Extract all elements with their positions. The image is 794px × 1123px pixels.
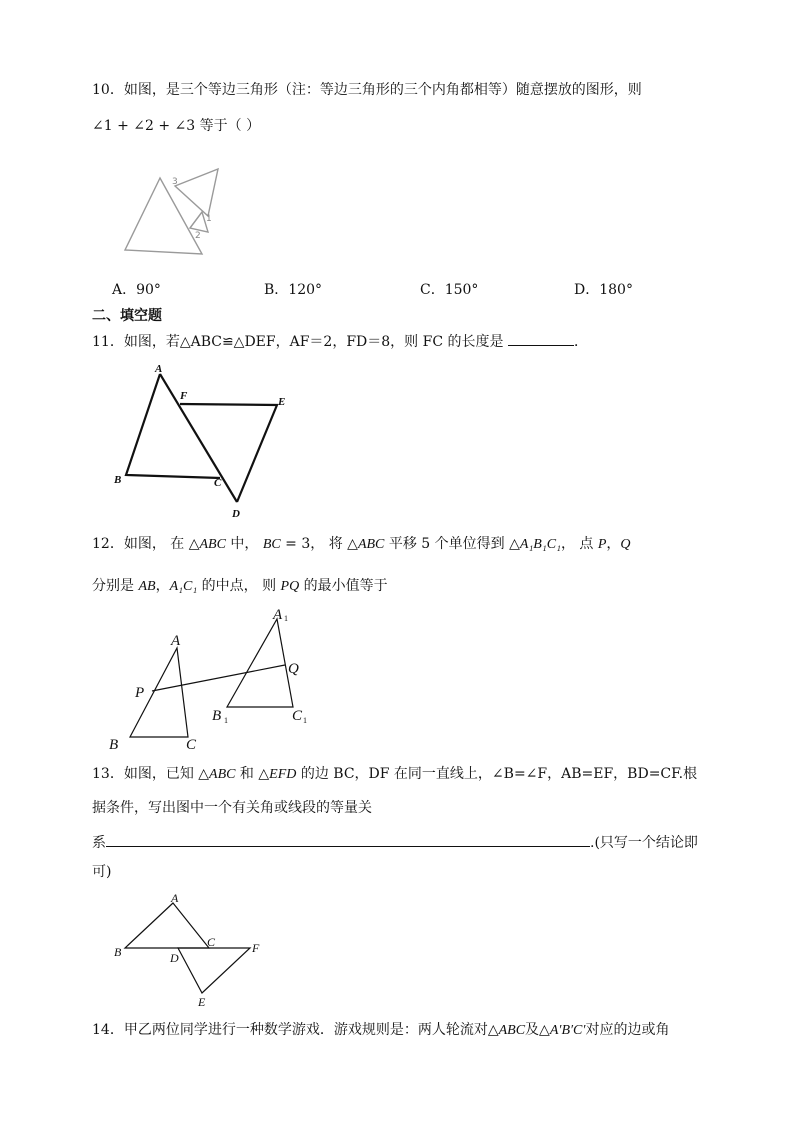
q10-label-3: 3 [172,177,178,187]
q12-label-p: P [135,685,145,701]
q13-label-b: B [114,945,122,959]
q13-label-d: D [170,951,179,965]
q12-t4: 平移 5 个单位得到 △ [384,536,520,552]
q13-efd: EFD [269,767,297,782]
q11-label-e: E [278,396,286,408]
q14-t1: 14．甲乙两位同学进行一种数学游戏．游戏规则是：两人轮流对△ [92,1022,499,1038]
q13-label-a: A [171,891,179,905]
q12-label-c: C [186,737,197,753]
q12-stem-line2 [92,576,388,597]
q12-p: P [597,537,607,552]
q13-stem-line3 [92,832,698,853]
q12-label-b: B [109,737,119,753]
q11-text-end: ． [573,334,588,350]
section-title-fill-in: 二、填空题 [92,308,162,324]
q10-triangles-figure [120,166,240,266]
q13-label-c: C [207,935,216,949]
q12-label-b1: B [212,708,222,724]
q13-label-f: F [252,941,260,955]
q12-t1: 12．如图， 在 △ [92,536,200,552]
q10-stem-line2: ∠1 + ∠2 + ∠3 等于（ ） [92,118,261,134]
triangle-efd [178,948,250,993]
q12-a1b1c1: A₁B₁C₁ [519,537,561,552]
q14-stem [92,1020,669,1041]
q12-stem-line1 [92,534,631,555]
q13-stem-line4: 可) [92,864,112,880]
q13-label-e: E [198,995,206,1009]
q13-t5: .(只写一个结论即 [590,835,698,851]
q13-t4: 系 [92,835,106,851]
q10-option-c[interactable]: C．150° [420,282,479,298]
q10-label-1: 1 [206,214,212,224]
q12-t6: ， [606,536,621,552]
q12-t9: 的中点， 则 [197,578,281,594]
q14-t3: 对应的边或角 [585,1022,670,1038]
q14-t2: 及△ [525,1022,550,1038]
q13-t3: 的边 BC，DF 在同一直线上，∠B=∠F，AB=EF，BD=CF.根 [296,766,698,782]
q13-stem-line2: 据条件，写出图中一个有关角或线段的等量关 [92,800,372,816]
triangle-a1b1c1 [227,619,293,707]
q12-figure [105,605,325,755]
q12-t5: ， 点 [560,536,598,552]
segment-pq [152,665,285,691]
q13-t2: 和 △ [235,766,270,782]
q13-figure [110,890,280,1010]
q11-label-a: A [155,363,163,375]
q10-label-2: 2 [195,231,201,241]
q14-aprime: A′B′C′ [549,1023,586,1038]
q12-sub-a1: 1 [284,614,288,623]
q12-label-a: A [171,633,181,649]
q11-label-f: F [180,390,188,402]
q12-abc: ABC [199,537,226,552]
q12-label-c1: C [292,708,303,724]
q12-ab: AB [138,579,156,594]
q12-t3: = 3， 将 △ [280,536,358,552]
q13-abc: ABC [209,767,236,782]
q10-option-d[interactable]: D．180° [574,282,633,298]
big-triangle [125,178,202,254]
q12-pq: PQ [280,579,300,594]
q12-sub-c1: 1 [303,716,307,725]
q12-t2: 中， [225,536,263,552]
q12-a1c1: A₁C₁ [169,579,198,594]
q11-answer-blank[interactable] [508,331,574,346]
triangle-abc [125,903,209,948]
q12-abc2: ABC [357,537,385,552]
q12-label-q: Q [288,661,299,677]
q10-option-b[interactable]: B．120° [264,282,323,298]
q11-label-d: D [232,508,240,520]
q13-t1: 13．如图，已知 △ [92,766,210,782]
q12-bc: BC [262,537,281,552]
q12-sub-b1: 1 [224,716,228,725]
q14-abc: ABC [498,1023,526,1038]
q11-stem [92,331,588,352]
q10-option-a[interactable]: A．90° [112,282,161,298]
q13-stem-line1 [92,764,697,785]
q12-t7: 分别是 [92,578,139,594]
q11-figure [110,362,300,522]
q12-t8: ， [155,578,170,594]
q13-answer-blank[interactable] [106,832,590,847]
triangle-abc-sides [126,374,220,478]
q10-stem-line1: 10．如图，是三个等边三角形（注：等边三角形的三个内角都相等）随意摆放的图形，则 [92,82,642,98]
upper-triangle [175,169,218,216]
q12-label-a1: A [273,607,283,623]
q12-q: Q [620,537,631,552]
q11-label-b: B [114,474,122,486]
q12-t10: 的最小值等于 [299,578,388,594]
q11-text: 11．如图，若△ABC≌△DEF，AF＝2，FD＝8，则 FC 的长度是 [92,334,508,350]
q11-label-c: C [214,477,222,489]
